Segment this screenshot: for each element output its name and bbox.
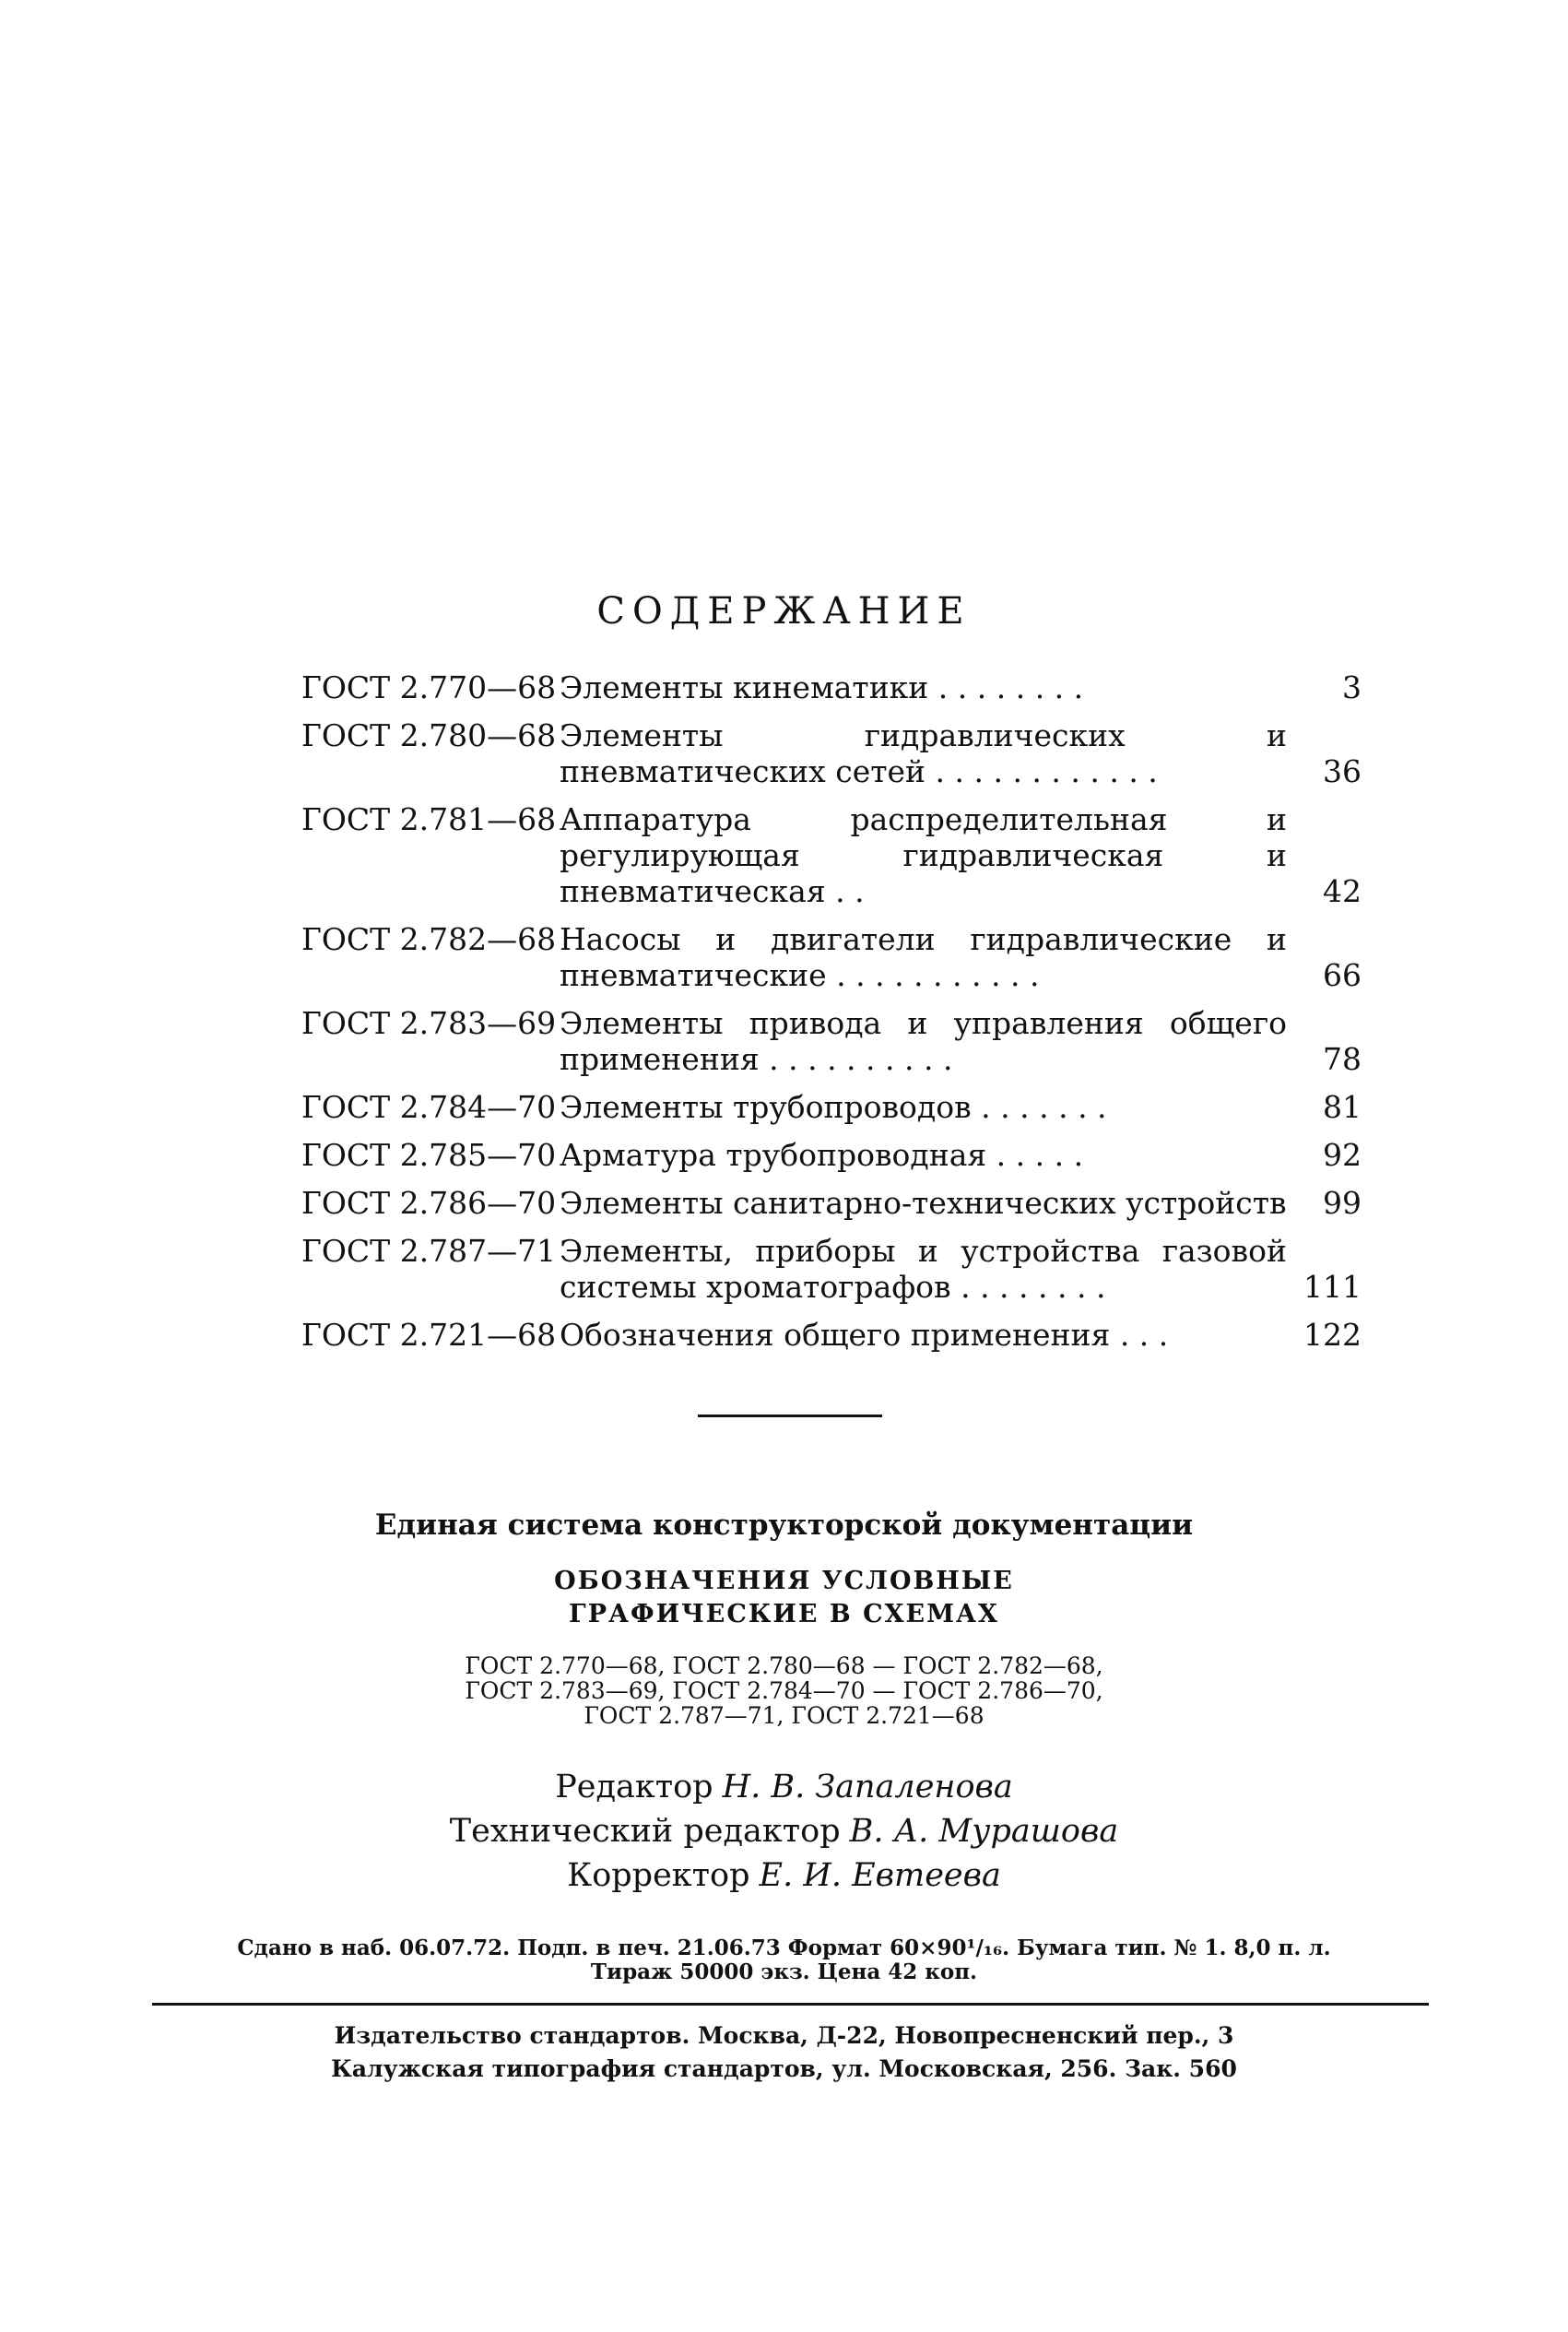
toc-entry: [301, 1089, 1362, 1125]
toc-entry-title: Элементы кинематики . . . . . . . .: [560, 669, 1084, 705]
toc-entry-page: 36: [1323, 753, 1362, 789]
toc-entry-title: Элементы санитарно-технических устройств: [560, 1185, 1287, 1221]
toc-entry: [301, 669, 1362, 705]
toc-entry-page: 111: [1303, 1269, 1362, 1305]
toc-entry-code: ГОСТ 2.782—68: [301, 921, 557, 957]
toc-entry-title: Элементы гидравлических и пневматических сетей . . . . . . . . . . . .: [560, 717, 1287, 789]
document-title-line: ГРАФИЧЕСКИЕ В СХЕМАХ: [569, 1600, 999, 1628]
toc-entry-title: Насосы и двигатели гидравлические и пневматические . . . . . . . . . . .: [560, 921, 1287, 993]
toc-entry: [301, 1317, 1362, 1353]
toc-entry: [301, 921, 1362, 993]
tech-editor-role: Технический редактор: [449, 1813, 841, 1850]
toc-entry-page: 81: [1323, 1089, 1362, 1125]
toc-entry-code: ГОСТ 2.784—70: [301, 1089, 557, 1125]
gost-list-line: ГОСТ 2.770—68, ГОСТ 2.780—68 — ГОСТ 2.782—68,: [465, 1652, 1103, 1679]
document-title: [0, 1565, 1568, 1631]
imprint-line: Сдано в наб. 06.07.72. Подп. в печ. 21.06.73 Формат 60×90¹/₁₆. Бумага тип. № 1. 8,0 п. л.: [237, 1935, 1331, 1960]
toc-entry-page: 92: [1323, 1137, 1362, 1173]
toc-entry-page: 78: [1323, 1041, 1362, 1077]
toc-entry-code: ГОСТ 2.786—70: [301, 1185, 557, 1221]
gost-list-line: ГОСТ 2.783—69, ГОСТ 2.784—70 — ГОСТ 2.786—70,: [465, 1677, 1103, 1704]
publisher-line: Издательство стандартов. Москва, Д-22, Новопресненский пер., 3: [334, 2022, 1234, 2049]
toc-entry-code: ГОСТ 2.770—68: [301, 669, 557, 705]
toc-entry: [301, 1005, 1362, 1077]
toc-entry-page: 3: [1342, 669, 1362, 705]
toc-entry-page: 122: [1303, 1317, 1362, 1353]
table-of-contents: [301, 669, 1362, 1365]
toc-entry-code: ГОСТ 2.721—68: [301, 1317, 557, 1353]
editor-line: [0, 1765, 1568, 1809]
editor-role: Редактор: [555, 1769, 713, 1805]
imprint-line: Тираж 50000 экз. Цена 42 коп.: [590, 1959, 978, 1984]
toc-entry-title: Обозначения общего применения . . .: [560, 1317, 1169, 1353]
toc-entry-code: ГОСТ 2.780—68: [301, 717, 557, 753]
toc-entry-code: ГОСТ 2.781—68: [301, 801, 557, 837]
document-title-line: ОБОЗНАЧЕНИЯ УСЛОВНЫЕ: [554, 1567, 1014, 1595]
toc-entry: [301, 1233, 1362, 1305]
toc-entry-title: Аппаратура распределительная и регулирующая гидравлическая и пневматическая . .: [560, 801, 1287, 909]
toc-entry-page: 99: [1323, 1185, 1362, 1221]
toc-entry-code: ГОСТ 2.783—69: [301, 1005, 557, 1041]
corrector-name: Е. И. Евтеева: [759, 1857, 1001, 1894]
editor-name: Н. В. Запаленова: [722, 1769, 1013, 1805]
toc-entry: [301, 1185, 1362, 1221]
toc-entry-title: Элементы трубопроводов . . . . . . .: [560, 1089, 1107, 1125]
tech-editor-line: [0, 1809, 1568, 1853]
toc-entry: [301, 1137, 1362, 1173]
toc-entry-title: Арматура трубопроводная . . . . .: [560, 1137, 1084, 1173]
gost-list-line: ГОСТ 2.787—71, ГОСТ 2.721—68: [584, 1702, 984, 1729]
system-title: Единая система конструкторской документации: [374, 1509, 1194, 1542]
toc-heading: СОДЕРЖАНИЕ: [596, 590, 972, 633]
imprint-divider: [152, 2003, 1429, 2006]
corrector-role: Корректор: [567, 1857, 750, 1894]
publisher: [0, 2019, 1568, 2086]
toc-entry-title: Элементы привода и управления общего применения . . . . . . . . . .: [560, 1005, 1287, 1077]
section-divider: [698, 1415, 882, 1417]
credits: [0, 1765, 1568, 1898]
toc-entry-code: ГОСТ 2.787—71: [301, 1233, 557, 1269]
toc-entry-page: 42: [1323, 873, 1362, 909]
toc-entry-code: ГОСТ 2.785—70: [301, 1137, 557, 1173]
corrector-line: [0, 1853, 1568, 1898]
publisher-line: Калужская типография стандартов, ул. Московская, 256. Зак. 560: [331, 2055, 1237, 2082]
imprint: [0, 1936, 1568, 1984]
gost-list: [0, 1653, 1568, 1728]
toc-entry-title: Элементы, приборы и устройства газовой системы хроматографов . . . . . . . .: [560, 1233, 1287, 1305]
tech-editor-name: В. А. Мурашова: [849, 1813, 1119, 1850]
toc-entry: [301, 801, 1362, 909]
toc-entry: [301, 717, 1362, 789]
toc-entry-page: 66: [1323, 957, 1362, 993]
